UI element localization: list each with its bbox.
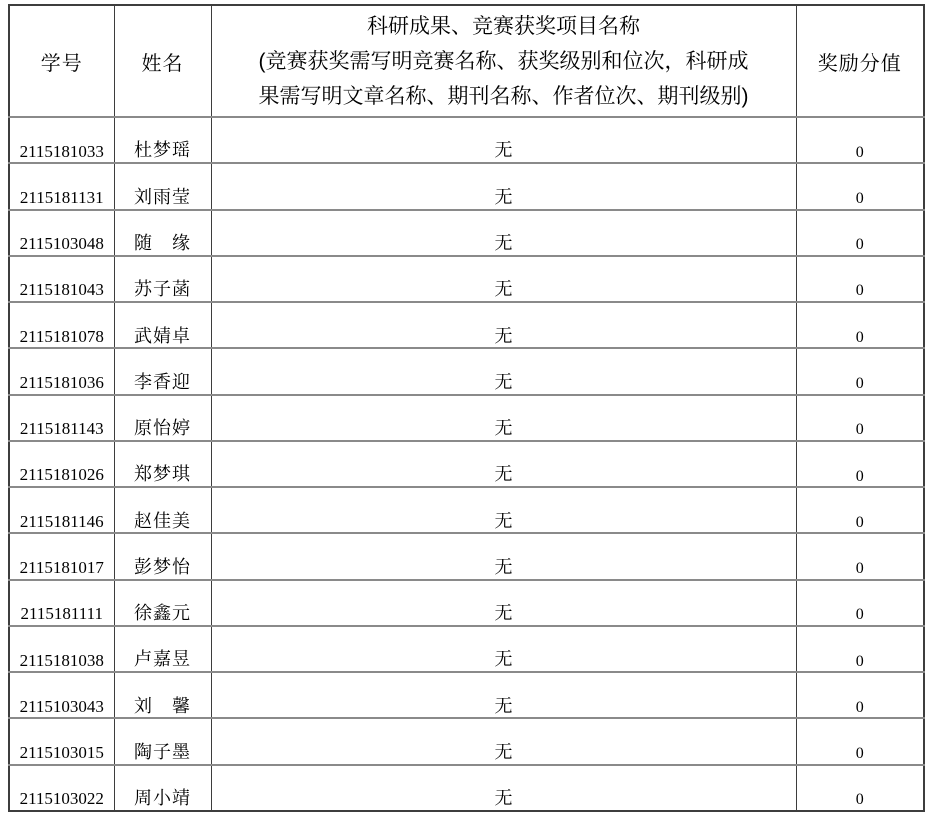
score-cell: 0 xyxy=(796,163,924,209)
project-header-line-2: (竞赛获奖需写明竞赛名称、获奖级别和位次，科研成 xyxy=(258,49,749,73)
student-id-cell: 2115181033 xyxy=(9,117,114,163)
name-cell: 徐鑫元 xyxy=(114,580,211,626)
name-cell: 刘 馨 xyxy=(114,672,211,718)
table-row xyxy=(9,210,924,256)
project-cell: 无 xyxy=(211,441,796,487)
project-cell: 无 xyxy=(211,487,796,533)
project-cell: 无 xyxy=(211,718,796,764)
score-cell: 0 xyxy=(796,672,924,718)
name-cell: 卢嘉昱 xyxy=(114,626,211,672)
col-header-name: 姓名 xyxy=(114,5,211,117)
project-header-line-1: 科研成果、竞赛获奖项目名称 xyxy=(367,14,640,38)
score-cell: 0 xyxy=(796,395,924,441)
name-cell: 郑梦琪 xyxy=(114,441,211,487)
score-cell: 0 xyxy=(796,256,924,302)
project-cell: 无 xyxy=(211,395,796,441)
name-cell: 武婧卓 xyxy=(114,302,211,348)
project-cell: 无 xyxy=(211,117,796,163)
student-id-cell: 2115181143 xyxy=(9,395,114,441)
score-cell: 0 xyxy=(796,626,924,672)
name-cell: 苏子菡 xyxy=(114,256,211,302)
name-cell: 彭梦怡 xyxy=(114,533,211,579)
student-id-cell: 2115103048 xyxy=(9,210,114,256)
table-row xyxy=(9,441,924,487)
score-cell: 0 xyxy=(796,718,924,764)
score-cell: 0 xyxy=(796,487,924,533)
project-cell: 无 xyxy=(211,210,796,256)
table-row xyxy=(9,487,924,533)
col-header-score: 奖励分值 xyxy=(796,5,924,117)
student-id-cell: 2115103043 xyxy=(9,672,114,718)
student-id-cell: 2115181078 xyxy=(9,302,114,348)
name-cell: 陶子墨 xyxy=(114,718,211,764)
project-cell: 无 xyxy=(211,672,796,718)
project-cell: 无 xyxy=(211,348,796,394)
project-header-line-3: 果需写明文章名称、期刊名称、作者位次、期刊级别) xyxy=(258,84,749,108)
score-cell: 0 xyxy=(796,210,924,256)
name-cell: 杜梦瑶 xyxy=(114,117,211,163)
name-cell: 赵佳美 xyxy=(114,487,211,533)
project-cell: 无 xyxy=(211,580,796,626)
project-cell: 无 xyxy=(211,163,796,209)
table-row xyxy=(9,533,924,579)
table-row xyxy=(9,256,924,302)
table-row xyxy=(9,718,924,764)
score-cell: 0 xyxy=(796,765,924,811)
project-cell: 无 xyxy=(211,626,796,672)
name-cell: 周小靖 xyxy=(114,765,211,811)
table-row xyxy=(9,580,924,626)
score-cell: 0 xyxy=(796,533,924,579)
table-row xyxy=(9,348,924,394)
student-id-cell: 2115103022 xyxy=(9,765,114,811)
score-cell: 0 xyxy=(796,580,924,626)
score-cell: 0 xyxy=(796,117,924,163)
project-cell: 无 xyxy=(211,765,796,811)
table-row xyxy=(9,117,924,163)
header-row xyxy=(9,5,924,117)
score-cell: 0 xyxy=(796,441,924,487)
table-row xyxy=(9,626,924,672)
name-cell: 随 缘 xyxy=(114,210,211,256)
table-row xyxy=(9,765,924,811)
score-cell: 0 xyxy=(796,302,924,348)
table-row xyxy=(9,302,924,348)
project-cell: 无 xyxy=(211,302,796,348)
student-id-cell: 2115181038 xyxy=(9,626,114,672)
student-id-cell: 2115181036 xyxy=(9,348,114,394)
table-row xyxy=(9,395,924,441)
project-cell: 无 xyxy=(211,256,796,302)
project-cell: 无 xyxy=(211,533,796,579)
table-row xyxy=(9,163,924,209)
col-header-student-id: 学号 xyxy=(9,5,114,117)
name-cell: 李香迎 xyxy=(114,348,211,394)
student-id-cell: 2115181043 xyxy=(9,256,114,302)
student-id-cell: 2115181017 xyxy=(9,533,114,579)
name-cell: 刘雨莹 xyxy=(114,163,211,209)
student-id-cell: 2115181146 xyxy=(9,487,114,533)
student-id-cell: 2115103015 xyxy=(9,718,114,764)
table-header xyxy=(9,5,924,117)
student-id-cell: 2115181131 xyxy=(9,163,114,209)
table-body xyxy=(9,117,924,811)
score-cell: 0 xyxy=(796,348,924,394)
name-cell: 原怡婷 xyxy=(114,395,211,441)
awards-table xyxy=(8,4,925,812)
table-row xyxy=(9,672,924,718)
student-id-cell: 2115181026 xyxy=(9,441,114,487)
col-header-project xyxy=(211,5,796,117)
student-id-cell: 2115181111 xyxy=(9,580,114,626)
